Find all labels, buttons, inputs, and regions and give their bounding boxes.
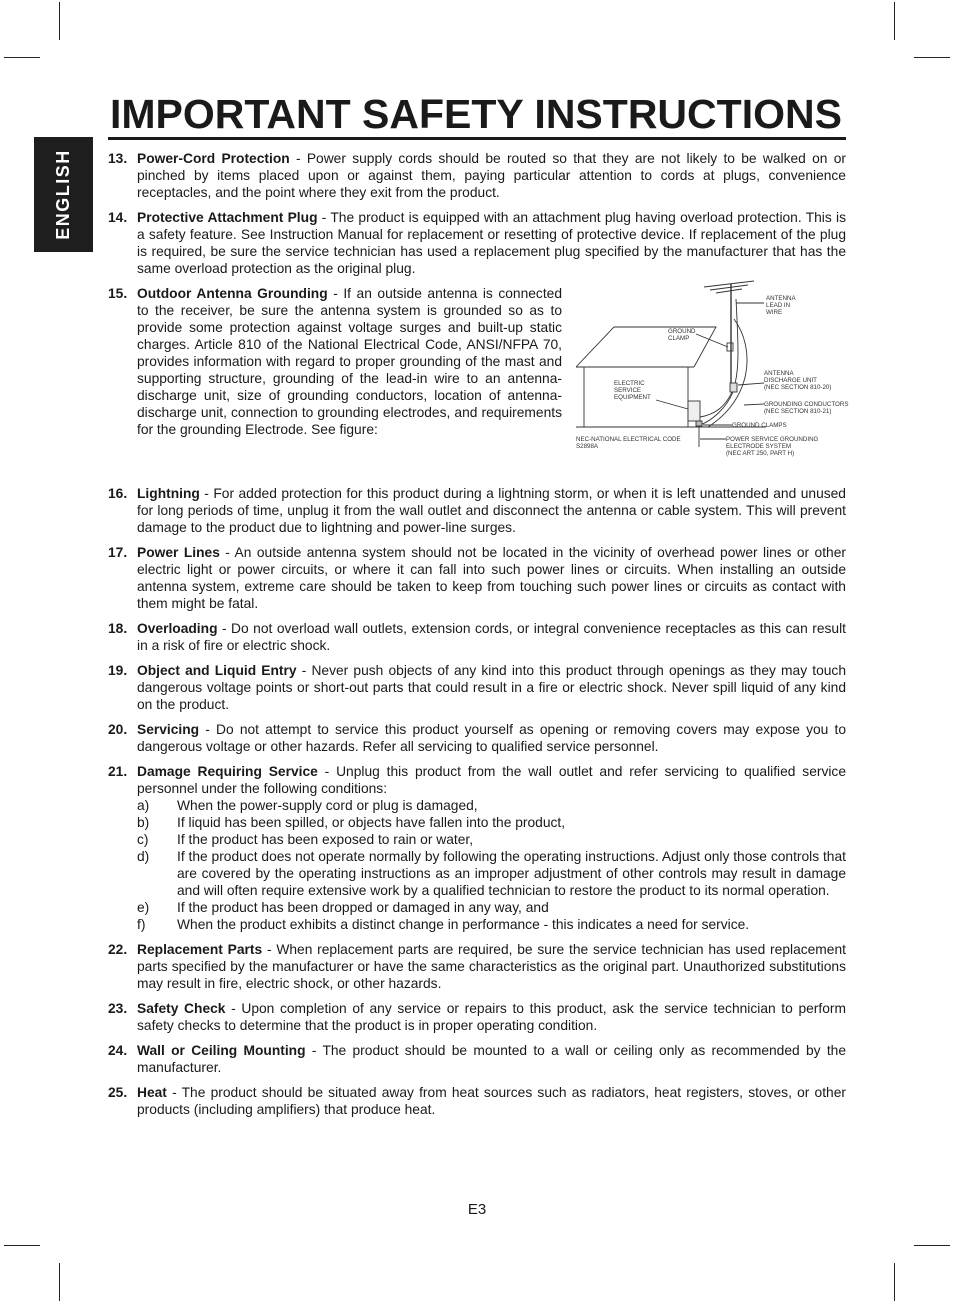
item-number: 15. <box>108 286 128 301</box>
item-heading: Overloading <box>137 621 218 636</box>
instruction-item-23 <box>108 1000 846 1034</box>
item-heading: Lightning <box>137 486 200 501</box>
ground-clamps <box>696 421 702 426</box>
condition-text: If the product has been exposed to rain or water, <box>177 832 474 847</box>
condition-text: When the power-supply cord or plug is damaged, <box>177 798 478 813</box>
item-number: 17. <box>108 545 128 560</box>
instruction-item-15 <box>108 285 562 438</box>
instruction-item-13 <box>108 150 846 201</box>
item-heading: Replacement Parts <box>137 942 263 957</box>
item-text: - Never push objects of any kind into this product through openings as they may touch dangerous voltage points or short-out parts that could result in a fire or electric shock. Never spill liquid of any kind on the product. <box>137 663 847 712</box>
crop-mark <box>59 1263 60 1301</box>
lead-in-wire <box>700 299 738 417</box>
item-text: - The product is equipped with an attachment plug having overload protection. This is a safety feature. See Instruction Manual for replacement or resetting of protective device. If replacement of the plug is required, be sure the service technician has used a replacement plug specified by the manufacturer that has the same overload protection as the original plug. <box>137 210 846 276</box>
antenna-grounding-figure <box>576 279 856 457</box>
label-discharge-unit: (NEC SECTION 810-20) <box>764 384 832 391</box>
label-discharge-unit: DISCHARGE UNIT <box>764 377 817 384</box>
item-heading: Power-Cord Protection <box>137 151 290 166</box>
instruction-item-20 <box>108 721 846 755</box>
instruction-item-17 <box>108 544 846 612</box>
service-equipment <box>688 401 700 421</box>
instruction-list <box>108 150 849 1126</box>
instruction-item-14 <box>108 209 846 277</box>
label-grounding-conductors: GROUNDING CONDUCTORS <box>764 401 849 408</box>
label-electrode-system: POWER SERVICE GROUNDING <box>726 436 819 443</box>
antenna-grounding-row <box>108 285 849 457</box>
label-electrode-system: (NEC ART 250, PART H) <box>726 450 795 457</box>
item-number: 25. <box>108 1085 128 1100</box>
grounding-conductor <box>700 392 733 425</box>
item-text: - The product should be situated away from heat sources such as radiators, heat registers, stoves, or other products (including amplifiers) that produce heat. <box>137 1085 846 1117</box>
condition-letter: b) <box>137 815 150 830</box>
condition-letter: a) <box>137 798 150 813</box>
conductors-pointer <box>744 404 764 405</box>
page-title: IMPORTANT SAFETY INSTRUCTIONS <box>110 91 842 137</box>
item-number: 19. <box>108 663 128 678</box>
language-tab <box>34 137 93 252</box>
label-electric-service: EQUIPMENT <box>614 394 651 401</box>
discharge-pointer <box>738 383 764 385</box>
item-text: - Upon completion of any service or repairs to this product, ask the service technician to perform safety checks to determine that the product is in proper operating condition. <box>137 1001 846 1033</box>
page-number: E3 <box>467 1201 487 1218</box>
item-text: - Do not overload wall outlets, extension cords, or integral convenience receptacles as this can result in a risk of fire or electric shock. <box>137 621 846 653</box>
condition-item <box>137 831 846 848</box>
condition-item <box>137 899 846 916</box>
label-electric-service: SERVICE <box>614 387 642 394</box>
item-number: 13. <box>108 151 128 166</box>
label-electrode-system: ELECTRODE SYSTEM <box>726 443 791 450</box>
crop-mark <box>59 2 60 40</box>
label-nec: NEC-NATIONAL ELECTRICAL CODE <box>576 436 681 443</box>
title-rule <box>108 137 846 140</box>
label-nec: S2898A <box>576 443 599 450</box>
condition-text: When the product exhibits a distinct change in performance - this indicates a need for service. <box>177 917 750 932</box>
instruction-item-19 <box>108 662 846 713</box>
item-heading: Outdoor Antenna Grounding <box>137 286 328 301</box>
condition-text: If the product does not operate normally by following the operating instructions. Adjust only those controls that are covered by the operating instructions as an improper adjustment of other controls may result in damage and will often require extensive work by a qualified technician to restore the product to its normal operation. <box>177 849 846 898</box>
condition-text: If the product has been dropped or damaged in any way, and <box>177 900 549 915</box>
item-text: - When replacement parts are required, be sure the service technician has used replacement parts specified by the manufacturer or have the same characteristics as the original part. Unauthorized substitutions may result in fire, electric shock, or other hazards. <box>137 942 846 991</box>
crop-mark <box>4 1245 40 1246</box>
item-text: - Power supply cords should be routed so that they are not likely to be walked on or pinched by items placed upon or against them, paying particular attention to cords at plugs, convenience receptacles, and the point where they exit from the product. <box>137 151 846 200</box>
condition-item <box>137 848 846 899</box>
item-number: 18. <box>108 621 128 636</box>
item-number: 16. <box>108 486 128 501</box>
item-number: 22. <box>108 942 128 957</box>
condition-item <box>137 916 846 933</box>
discharge-unit <box>730 383 737 392</box>
grounding-conductor <box>708 319 747 427</box>
item-number: 14. <box>108 210 128 225</box>
language-tab-label: ENGLISH <box>53 149 74 240</box>
item-heading: Protective Attachment Plug <box>137 210 318 225</box>
condition-letter: f) <box>137 917 146 932</box>
item-text: - Do not attempt to service this product yourself as opening or removing covers may expose you to dangerous voltage or other hazards. Refer all servicing to qualified service personnel. <box>137 722 846 754</box>
antenna-element <box>704 281 754 287</box>
antenna-element <box>716 289 742 293</box>
item-heading: Object and Liquid Entry <box>137 663 297 678</box>
condition-letter: e) <box>137 900 150 915</box>
condition-item <box>137 797 846 814</box>
label-electric-service: ELECTRIC <box>614 380 645 387</box>
item-number: 24. <box>108 1043 128 1058</box>
ground-clamp-pointer <box>696 334 728 347</box>
crop-mark <box>914 1245 950 1246</box>
label-ground-clamp: GROUND <box>668 328 696 335</box>
label-antenna-lead: ANTENNA <box>766 295 796 302</box>
item-heading: Power Lines <box>137 545 220 560</box>
item-heading: Servicing <box>137 722 200 737</box>
label-antenna-lead: LEAD IN <box>766 302 791 309</box>
condition-item <box>137 814 846 831</box>
label-ground-clamps: GROUND CLAMPS <box>732 422 787 429</box>
item-number: 21. <box>108 764 128 779</box>
instruction-item-18 <box>108 620 846 654</box>
item-text: - If an outside antenna is connected to the receiver, be sure the antenna system is grounded so as to provide some protection against voltage surges and built-up static charges. Article 810 of the National Electrical Code, ANSI/NFPA 70, provides information with regard to proper grounding of the mast and supporting structure, grounding of the lead-in wire to an antenna-discharge unit, size of grounding conductors, location of antenna-discharge unit, connection to grounding electrodes, and requirements for the grounding Electrode. See figure: <box>137 286 563 437</box>
item-text: - An outside antenna system should not be located in the vicinity of overhead power lines or other electric light or power circuits, or where it can fall into such power lines or circuits. When installing an outside antenna system, extreme care should be taken to keep from touching such power lines or circuits as contact with them might be fatal. <box>137 545 846 611</box>
crop-mark <box>894 1263 895 1301</box>
item-heading: Safety Check <box>137 1001 226 1016</box>
instruction-item-21 <box>108 763 846 933</box>
condition-letter: d) <box>137 849 150 864</box>
instruction-item-25 <box>108 1084 846 1118</box>
item-text: - For added protection for this product during a lightning storm, or when it is left unattended and unused for long periods of time, unplug it from the wall outlet and disconnect the antenna or cable system. This will prevent damage to the product due to lightning and power-line surges. <box>137 486 846 535</box>
item-text: - The product should be mounted to a wall or ceiling only as recommended by the manufacturer. <box>137 1043 846 1075</box>
instruction-item-16 <box>108 485 846 536</box>
item-number: 20. <box>108 722 128 737</box>
label-ground-clamp: CLAMP <box>668 335 690 342</box>
instruction-item-24 <box>108 1042 846 1076</box>
instruction-item-22 <box>108 941 846 992</box>
item-heading: Wall or Ceiling Mounting <box>137 1043 306 1058</box>
item-heading: Heat <box>137 1085 167 1100</box>
electric-pointer <box>656 400 688 409</box>
condition-letter: c) <box>137 832 149 847</box>
label-antenna-lead: WIRE <box>766 309 783 316</box>
crop-mark <box>894 2 895 40</box>
label-discharge-unit: ANTENNA <box>764 370 794 377</box>
item-heading: Damage Requiring Service <box>137 764 318 779</box>
crop-mark <box>4 57 40 58</box>
crop-mark <box>914 57 950 58</box>
condition-text: If liquid has been spilled, or objects have fallen into the product, <box>177 815 566 830</box>
item-number: 23. <box>108 1001 128 1016</box>
label-grounding-conductors: (NEC SECTION 810-21) <box>764 408 832 415</box>
item-text: - Unplug this product from the wall outlet and refer servicing to qualified service personnel under the following conditions: <box>137 764 846 796</box>
